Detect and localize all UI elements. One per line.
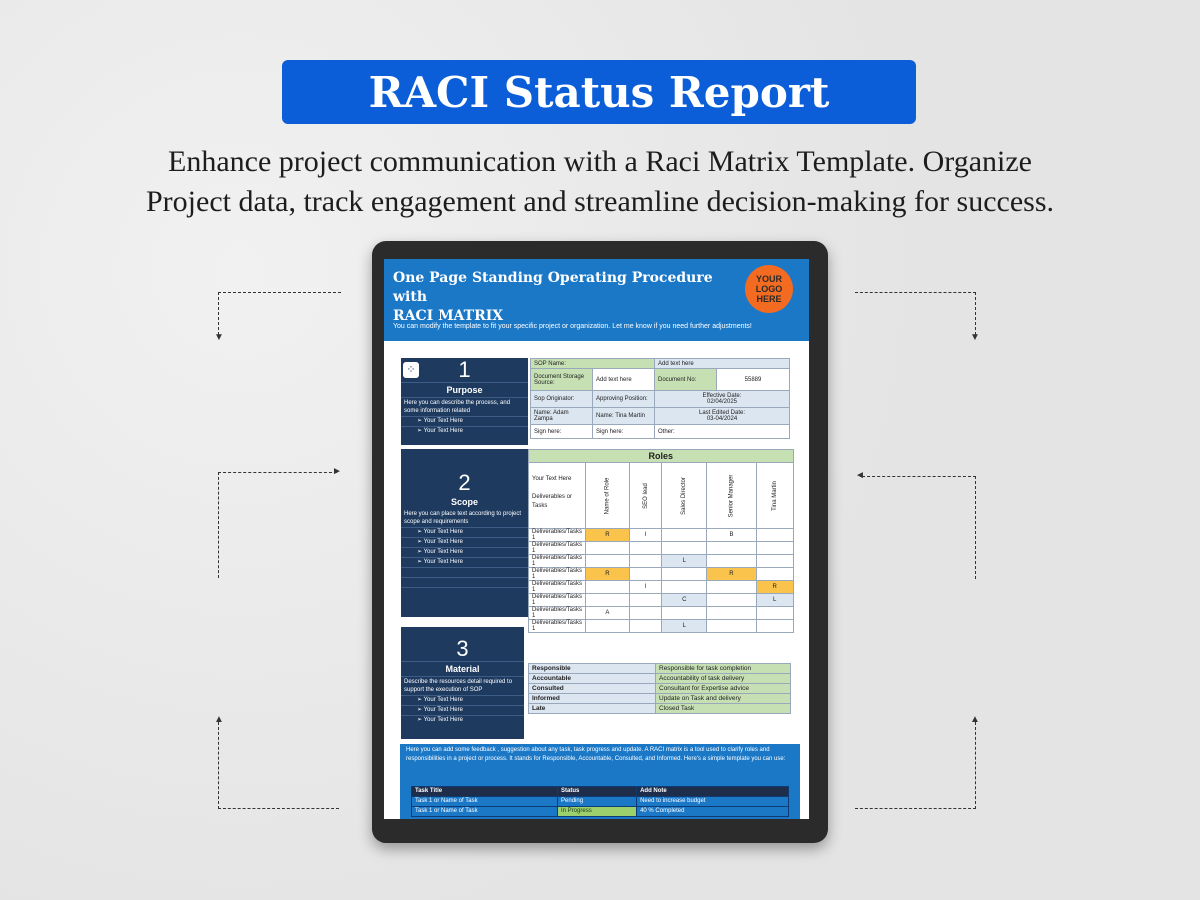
sop-name-value[interactable]: Add text here (655, 359, 790, 369)
raci-cell[interactable] (707, 581, 757, 594)
task-name: Deliverables/Tasks 1 (529, 542, 586, 555)
doc-no-value[interactable]: 55889 (717, 369, 790, 391)
dashed-arrow-top-right (855, 292, 976, 335)
table-row (529, 529, 794, 542)
document-title-line-1: One Page Standing Operating Procedure with (393, 270, 713, 305)
list-item (401, 567, 528, 577)
feedback-section (400, 744, 800, 819)
table-row (412, 797, 789, 807)
document-title (393, 269, 733, 326)
feedback-text: Here you can add some feedback , suggestion about any task, task progress and update. A RACI matrix is a tool used to clarify roles and responsibilities in a project or process. It stands for Responsible, Accountable, Consulted, and Informed. Here's a simple template you can use: (406, 747, 786, 762)
raci-cell[interactable] (629, 542, 662, 555)
list-item (401, 587, 528, 597)
doc-no-label: Document No: (655, 369, 717, 391)
table-row (529, 555, 794, 568)
task-name: Deliverables/Tasks 1 (529, 607, 586, 620)
legend-key: Late (529, 704, 656, 714)
raci-cell[interactable] (756, 620, 793, 633)
raci-cell[interactable] (662, 542, 707, 555)
tablet-frame (372, 241, 828, 843)
list-item: ➢ Your Text Here (401, 426, 528, 436)
document-header (384, 259, 809, 341)
sop-info-table (530, 358, 790, 439)
list-item-text: Your Text Here (423, 529, 463, 535)
task-name: Deliverables/Tasks 1 (529, 620, 586, 633)
list-item: ➢ Your Text Here (401, 715, 524, 725)
table-row (529, 581, 794, 594)
raci-cell[interactable] (662, 529, 707, 542)
raci-cell[interactable] (586, 581, 630, 594)
raci-cell[interactable] (629, 568, 662, 581)
raci-cell[interactable] (707, 594, 757, 607)
task-name: Deliverables/Tasks 1 (529, 594, 586, 607)
section-label: Purpose (401, 382, 528, 398)
effective-date (655, 391, 790, 408)
legend-key: Informed (529, 694, 656, 704)
legend-desc: Accountability of task delivery (656, 674, 791, 684)
grid-handle-icon[interactable]: ⁘ (403, 362, 419, 378)
role-column-header (629, 463, 662, 529)
raci-cell[interactable] (707, 542, 757, 555)
last-edited-label: Last Edited Date: (698, 410, 746, 416)
raci-cell[interactable] (662, 607, 707, 620)
task-name: Deliverables/Tasks 1 (529, 529, 586, 542)
arrow-head-icon: ▲ (214, 714, 224, 725)
raci-cell[interactable] (707, 607, 757, 620)
table-row (529, 542, 794, 555)
table-row (529, 620, 794, 633)
task-status: In Progress (558, 807, 637, 817)
raci-cell[interactable] (629, 594, 662, 607)
legend-key: Consulted (529, 684, 656, 694)
list-item: ➢ Your Text Here (401, 527, 528, 537)
legend-desc: Closed Task (656, 704, 791, 714)
role-column-header (707, 463, 757, 529)
section-label: Scope (450, 497, 478, 507)
list-item-text: Your Text Here (423, 539, 463, 545)
deliverables-label: Deliverables or Tasks (532, 494, 573, 509)
raci-cell[interactable] (756, 529, 793, 542)
table-row (529, 568, 794, 581)
approving-label: Approving Position: (593, 391, 655, 408)
raci-cell[interactable]: B (707, 529, 757, 542)
section-number: 3 (456, 636, 469, 661)
arrow-head-icon: ► (332, 466, 342, 477)
raci-cell[interactable] (629, 555, 662, 568)
list-item-text: Your Text Here (423, 707, 463, 713)
raci-cell[interactable]: C (662, 594, 707, 607)
banner-title: RACI Status Report (368, 67, 830, 117)
column-header: Status (558, 787, 637, 797)
list-item-text: Your Text Here (423, 717, 463, 723)
raci-cell[interactable] (662, 581, 707, 594)
effective-date-value: 02/04/2025 (706, 399, 738, 405)
raci-cell[interactable]: I (629, 529, 662, 542)
raci-cell[interactable]: I (629, 581, 662, 594)
raci-cell[interactable]: A (586, 607, 630, 620)
last-edited-value: 03-04/2024 (706, 416, 738, 422)
doc-storage-label: Document Storage Source: (531, 369, 593, 391)
list-item (401, 577, 528, 587)
column-header: Task Title (412, 787, 558, 797)
raci-cell[interactable]: L (662, 555, 707, 568)
raci-cell[interactable] (707, 620, 757, 633)
table-row (529, 607, 794, 620)
list-item: ➢ Your Text Here (401, 557, 528, 567)
list-item-text: Your Text Here (423, 549, 463, 555)
subtitle-line-2: Project data, track engagement and streamline decision-making for success. (146, 185, 1054, 218)
section-material (401, 627, 524, 739)
spacer (401, 449, 528, 471)
section-description: Describe the resources detail required to support the execution of SOP (404, 679, 513, 693)
raci-cell[interactable] (586, 594, 630, 607)
roles-header-cell (529, 463, 586, 529)
arrow-head-icon: ▼ (214, 332, 224, 343)
raci-legend (528, 663, 791, 714)
subtitle (60, 142, 1140, 222)
task-title: Task 1 or Name of Task (412, 807, 558, 817)
list-item-text: Your Text Here (423, 697, 463, 703)
task-name: Deliverables/Tasks 1 (529, 581, 586, 594)
legend-desc: Consultant for Expertise advice (656, 684, 791, 694)
role-name: SEO lead (642, 482, 649, 509)
section-number: 1 (458, 357, 471, 382)
raci-cell[interactable]: R (586, 568, 630, 581)
table-row (529, 594, 794, 607)
legend-key: Responsible (529, 664, 656, 674)
task-note: 40 % Completed (637, 807, 789, 817)
section-scope (401, 449, 528, 617)
role-name: Senior Manager (728, 474, 735, 517)
task-name: Deliverables/Tasks 1 (529, 568, 586, 581)
roles-your-text: Your Text Here (532, 476, 572, 482)
role-name: Tina Martin (771, 480, 778, 511)
column-header: Add Note (637, 787, 789, 797)
list-item: ➢ Your Text Here (401, 537, 528, 547)
task-title: Task 1 or Name of Task (412, 797, 558, 807)
sign-1[interactable]: Sign here: (531, 425, 593, 439)
list-item: ➢ Your Text Here (401, 416, 528, 426)
section-purpose (401, 358, 528, 445)
raci-cell[interactable] (586, 620, 630, 633)
raci-cell[interactable] (756, 542, 793, 555)
dashed-arrow-mid-right (862, 476, 976, 579)
arrow-head-icon: ▲ (970, 714, 980, 725)
document-note: You can modify the template to fit your specific project or organization. Let me know if you need further adjustments! (393, 323, 752, 330)
originator-label: Sop Originator: (531, 391, 593, 408)
sign-2[interactable]: Sign here: (593, 425, 655, 439)
raci-cell[interactable]: R (756, 581, 793, 594)
section-description: Here you can place text according to project scope and requirements (404, 511, 522, 525)
dashed-arrow-bottom-left (218, 722, 339, 809)
raci-cell[interactable] (707, 555, 757, 568)
role-column-header (756, 463, 793, 529)
list-item: ➢ Your Text Here (401, 705, 524, 715)
raci-cell[interactable] (629, 607, 662, 620)
raci-cell[interactable] (662, 568, 707, 581)
last-edited-date (655, 408, 790, 425)
raci-cell[interactable]: L (662, 620, 707, 633)
raci-cell[interactable] (586, 542, 630, 555)
raci-cell[interactable]: R (707, 568, 757, 581)
role-column-header (586, 463, 630, 529)
raci-cell[interactable] (756, 568, 793, 581)
list-item-text: Your Text Here (423, 418, 463, 424)
section-description: Here you can describe the process, and some information related (404, 400, 511, 414)
name-1: Name: Adam Zampa (531, 408, 593, 425)
list-item: ➢ Your Text Here (401, 695, 524, 705)
name-2: Name: Tina Martin (593, 408, 655, 425)
sop-name-label: SOP Name: (531, 359, 655, 369)
legend-desc: Update on Task and delivery (656, 694, 791, 704)
raci-cell[interactable] (756, 607, 793, 620)
raci-cell[interactable]: R (586, 529, 630, 542)
task-status: Pending (558, 797, 637, 807)
roles-title: Roles (529, 450, 794, 463)
raci-matrix (528, 449, 794, 633)
list-item: ➢ Your Text Here (401, 547, 528, 557)
doc-storage-value[interactable]: Add text here (593, 369, 655, 391)
legend-desc: Responsible for task completion (656, 664, 791, 674)
raci-cell[interactable] (756, 555, 793, 568)
raci-cell[interactable] (629, 620, 662, 633)
subtitle-line-1: Enhance project communication with a Raci Matrix Template. Organize (168, 145, 1032, 178)
role-name: Name of Role (604, 477, 611, 514)
logo-placeholder: YOUR LOGO HERE (745, 265, 793, 313)
document-title-line-2: RACI MATRIX (393, 308, 504, 324)
dashed-arrow-mid-left (218, 472, 337, 578)
raci-cell[interactable] (586, 555, 630, 568)
raci-rows (529, 529, 794, 633)
section-number: 2 (458, 470, 471, 495)
list-item-text: Your Text Here (423, 559, 463, 565)
table-row (412, 807, 789, 817)
list-item-text: Your Text Here (423, 428, 463, 434)
effective-date-label: Effective Date: (702, 393, 742, 399)
arrow-head-icon: ▼ (970, 332, 980, 343)
arrow-head-icon: ◄ (855, 470, 865, 481)
task-note: Need to increase budget (637, 797, 789, 807)
title-banner (282, 60, 916, 124)
document-preview (384, 259, 809, 819)
dashed-arrow-top-left (218, 292, 341, 335)
task-name: Deliverables/Tasks 1 (529, 555, 586, 568)
legend-key: Accountable (529, 674, 656, 684)
task-status-table (411, 786, 789, 817)
role-column-header (662, 463, 707, 529)
section-label: Material (401, 661, 524, 677)
role-name: Sales Director (681, 476, 688, 515)
other-field[interactable]: Other: (655, 425, 790, 439)
raci-cell[interactable]: L (756, 594, 793, 607)
dashed-arrow-bottom-right (855, 722, 976, 809)
